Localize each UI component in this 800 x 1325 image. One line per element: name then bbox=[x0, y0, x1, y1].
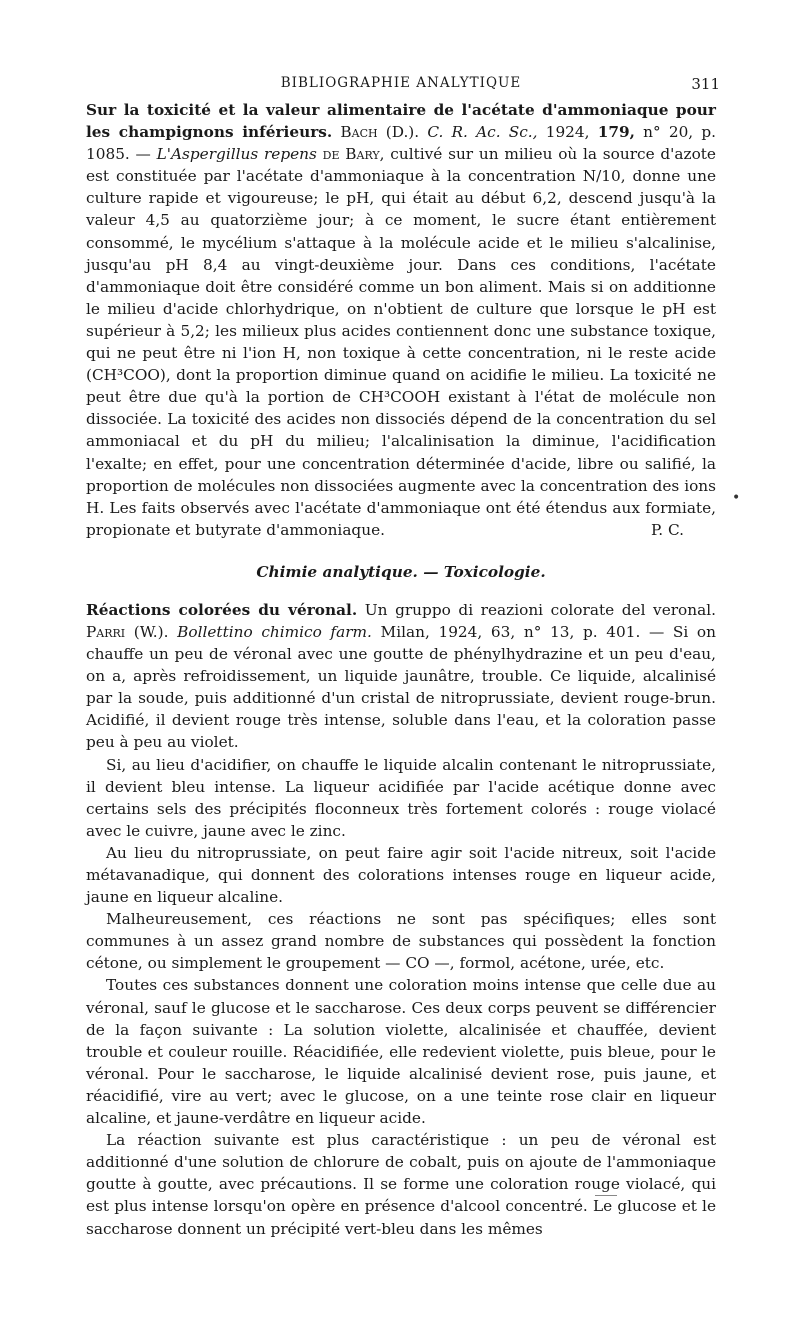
footer-mark bbox=[595, 1195, 617, 1196]
running-title: BIBLIOGRAPHIE ANALYTIQUE bbox=[280, 75, 522, 91]
paragraph: Malheureusement, ces réactions ne sont pas spécifiques; elles sont communes à un assez grand nombre de substances qui possèdent la fonction cétone, ou simplement le groupement — CO —, formol, acétone, urée, etc. bbox=[86, 910, 716, 973]
paragraph: Au lieu du nitroprussiate, on peut faire agir soit l'acide nitreux, soit l'acide métavanadique, qui donnent des colorations intenses rouge en liqueur acide, jaune en liqueur alcaline. bbox=[86, 843, 716, 907]
organism-author: de Bary, bbox=[322, 145, 385, 164]
paragraph: Toutes ces substances donnent une coloration moins intense que celle due au véronal, sauf le glucose et le saccharose. Ces deux corps peuvent se différencier de la façon suivante : La solution violette, alcalinisée et chauffée, devient trouble et couleur rouille. Réacidifiée, elle redevient violette, puis bleue, pour le véronal. Pour le saccharose, le liquide alcalinisé devient rose, puis jaune, et réacidifié, vire au vert; avec le glucose, on a une teinte rose clair en liqueur alcaline, et jaune-verdâtre en liqueur acide. bbox=[86, 976, 716, 1128]
journal-name: Bollettino chimico farm. bbox=[177, 622, 372, 641]
citation-pages: n° 20, p. 1085. — bbox=[86, 123, 716, 164]
abstract-veronal-lead bbox=[86, 599, 716, 754]
page-number: 311 bbox=[691, 75, 720, 93]
paragraph: Si, au lieu d'acidifier, on chauffe le liquide alcalin contenant le nitroprussiate, il devient bleu intense. La liqueur acidifiée par l'acide acétique donne avec certains sels des précipités floconneux très fortement colorés : rouge violacé avec le cuivre, jaune avec le zinc. bbox=[86, 755, 716, 840]
abstract-veronal bbox=[86, 599, 716, 1240]
paragraph: — Si on chauffe un peu de véronal avec une goutte de phénylhydrazine et un peu d'eau, on a, après refroidissement, un liquide jaunâtre, trouble. Ce liquide, alcalinisé par la soude, puis additionné d'un cristal de nitroprussiate, devient rouge-brun. Acidifié, il devient rouge très intense, soluble dans l'eau, et la coloration passe peu à peu au violet. bbox=[86, 622, 716, 752]
article-author: Bach (D.). bbox=[340, 123, 420, 142]
article-title: Réactions colorées du véronal. bbox=[86, 600, 358, 619]
article-title: Sur la toxicité et la valeur alimentaire de l'acétate d'ammoniaque pour les champignons inférieurs. bbox=[86, 101, 716, 142]
page-header bbox=[86, 72, 720, 96]
abstract-body: cultivé sur un milieu où la source d'azote est constituée par l'acétate d'ammoniaque à la concentration N/10, donne une culture rapide et vigoureuse; le pH, qui était au début 6,2, descend jusqu'à la valeur 4,5 au quatorzième jour; à ce moment, le sucre étant entièrement consommé, le mycélium s'attaque à la molécule acide et le milieu s'alcalinise, jusqu'au pH 8,4 au vingt-deuxième jour. Dans ces conditions, l'acétate d'ammoniaque doit être considéré comme un bon aliment. Mais si on additionne le milieu d'acide chlorhydrique, on n'obtient de culture que lorsque le pH est supérieur à 5,2; les milieux plus acides contiennent donc une substance toxique, qui ne peut être ni l'ion H, non toxique à cette concentration, ni le reste acide (CH³COO), dont la proportion diminue quand on acidifie le milieu. La toxicité ne peut être due qu'à la portion de CH³COOH existant à l'état de molécule non dissociée. La toxicité des acides non dissociés dépend de la concentration du sel ammoniacal et du pH du milieu; l'alcalinisation la diminue, l'acidification l'exalte; en effet, pour une concentration déterminée d'acide, libre ou salifié, la proportion de molécules non dissociées augmente avec la concentration des ions H. Les faits observés avec l'acétate d'ammoniaque ont été étendus aux formiate, propionate et butyrate d'ammoniaque. bbox=[86, 145, 716, 539]
document-page bbox=[86, 72, 720, 1240]
margin-dot: • bbox=[732, 490, 741, 506]
citation-year: 1924, bbox=[545, 123, 590, 142]
paragraph: La réaction suivante est plus caractéristique : un peu de véronal est additionné d'une solution de chlorure de cobalt, puis on ajoute de l'ammoniaque goutte à goutte, avec précautions. Il se forme une coloration rouge violacé, qui est plus intense lorsqu'on opère en présence d'alcool concentré. Le glucose et le saccharose donnent un précipité vert-bleu dans les mêmes bbox=[86, 1131, 716, 1238]
abstract-acetate-text bbox=[86, 99, 716, 541]
citation: Milan, 1924, 63, n° 13, p. 401. bbox=[380, 622, 641, 641]
organism-name: L'Aspergillus repens bbox=[156, 145, 317, 164]
citation-volume: 179, bbox=[597, 123, 635, 142]
abstract-signature: P. C. bbox=[651, 520, 684, 539]
abstract-acetate bbox=[86, 99, 716, 541]
article-author: Parri (W.). bbox=[86, 622, 169, 641]
original-title: Un gruppo di reazioni colorate del veronal. bbox=[364, 600, 716, 619]
journal-name: C. R. Ac. Sc., bbox=[427, 123, 538, 142]
section-heading: Chimie analytique. — Toxicologie. bbox=[256, 562, 546, 581]
